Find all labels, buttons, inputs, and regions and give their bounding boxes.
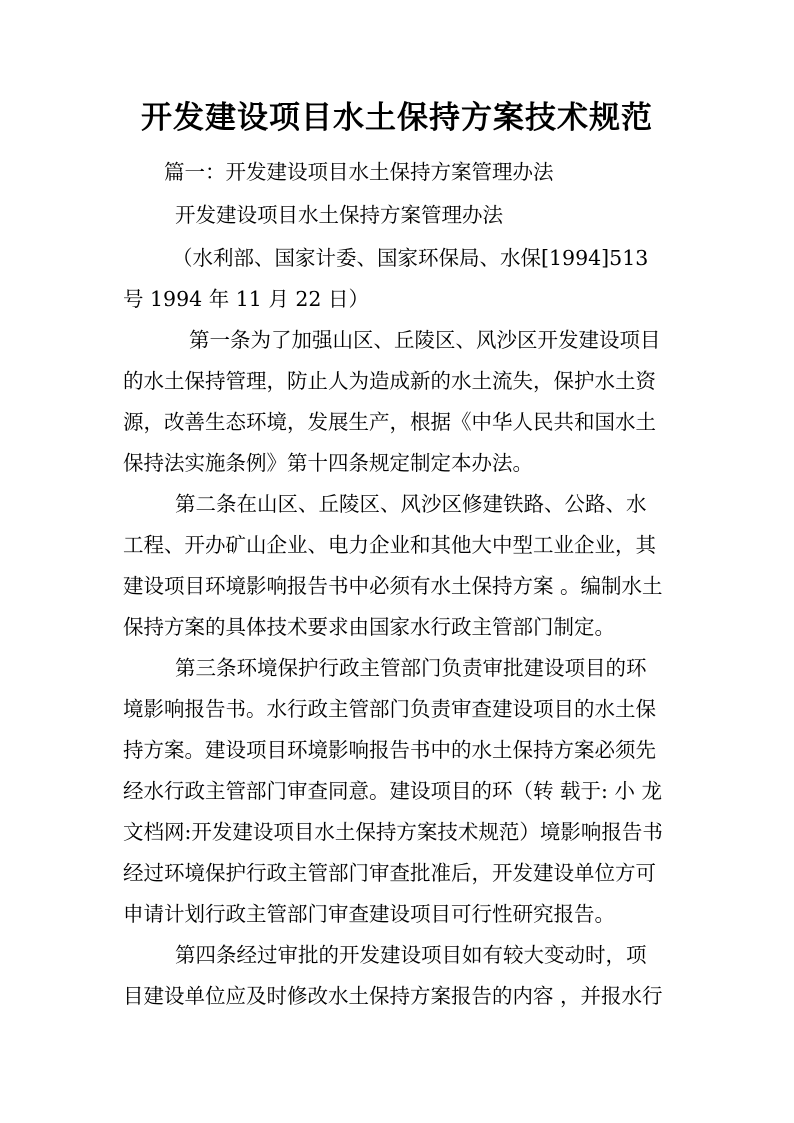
article-2-line-2: 工程、开办矿山企业、电力企业和其他大中型工业企业，其 bbox=[123, 533, 656, 557]
article-4-line-2: 目建设单位应及时修改水土保持方案报告的内容 ，并报水行 bbox=[123, 984, 663, 1008]
article-1-line-2: 的水土保持管理，防止人为造成新的水土流失，保护水土资 bbox=[123, 369, 656, 393]
article-3-line-5: 文档网:开发建设项目水土保持方案技术规范）境影响报告书 bbox=[123, 820, 663, 844]
article-3-line-2: 境影响报告书。水行政主管部门负责审查建设项目的水土保 bbox=[123, 697, 656, 721]
article-3-line-4: 经水行政主管部门审查同意。建设项目的环（转 载于: 小 龙 bbox=[123, 779, 662, 803]
article-3-line-3: 持方案。建设项目环境影响报告书中的水土保持方案必须先 bbox=[123, 738, 656, 762]
source-line-2: 号 1994 年 11 月 22 日） bbox=[123, 287, 369, 311]
source-line-1: （水利部、国家计委、国家环保局、水保[1994]513 bbox=[172, 246, 649, 270]
chapter-heading: 篇一：开发建设项目水土保持方案管理办法 bbox=[164, 160, 554, 184]
article-4-line-1: 第四条经过审批的开发建设项目如有较大变动时，项 bbox=[175, 943, 647, 967]
article-3-line-1: 第三条环境保护行政主管部门负责审批建设项目的环 bbox=[175, 656, 647, 680]
article-3-line-6: 经过环境保护行政主管部门审查批准后，开发建设单位方可 bbox=[123, 861, 656, 885]
article-1-line-1: 第一条为了加强山区、丘陵区、风沙区开发建设项目 bbox=[189, 328, 661, 352]
document-title: 开发建设项目水土保持方案技术规范 bbox=[141, 100, 653, 136]
article-3-line-7: 申请计划行政主管部门审查建设项目可行性研究报告。 bbox=[123, 902, 615, 926]
article-1-line-4: 保持法实施条例》第十四条规定制定本办法。 bbox=[123, 451, 533, 475]
article-2-line-1: 第二条在山区、丘陵区、风沙区修建铁路、公路、水 bbox=[175, 492, 647, 516]
article-1-line-3: 源，改善生态环境，发展生产，根据《中华人民共和国水土 bbox=[123, 410, 656, 434]
article-2-line-4: 保持方案的具体技术要求由国家水行政主管部门制定。 bbox=[123, 615, 615, 639]
section-heading: 开发建设项目水土保持方案管理办法 bbox=[175, 203, 503, 227]
article-2-line-3: 建设项目环境影响报告书中必须有水土保持方案 。编制水土 bbox=[123, 574, 663, 598]
